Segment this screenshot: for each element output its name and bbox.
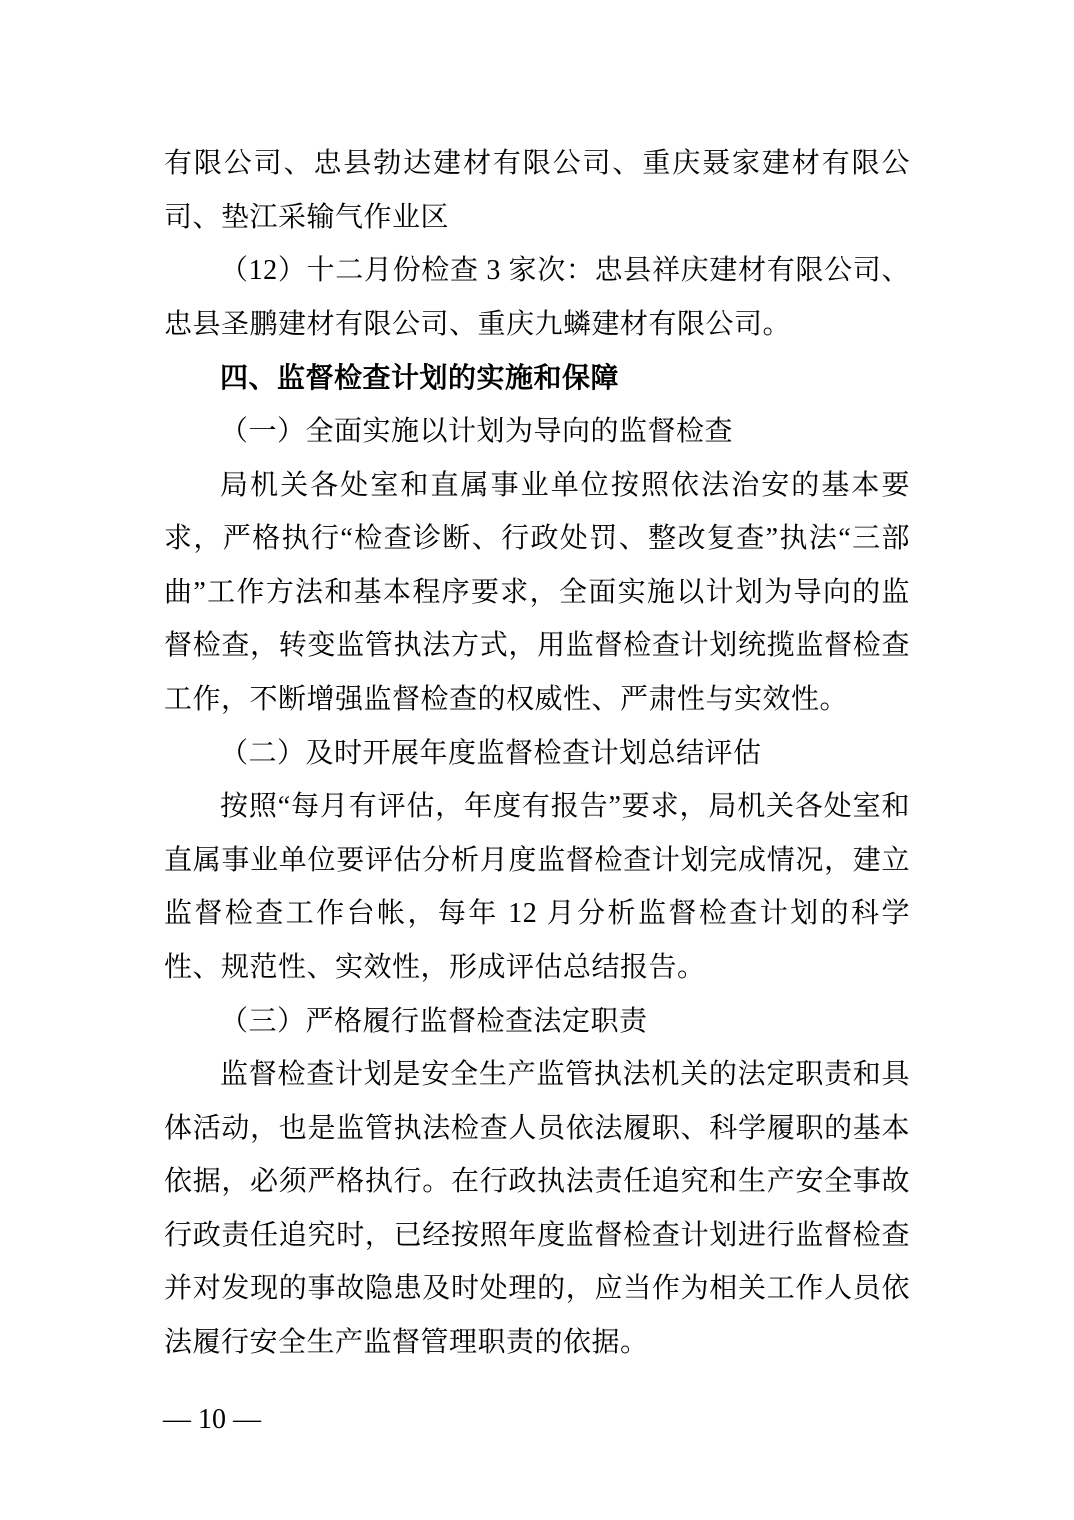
page-number: — 10 —	[163, 1404, 261, 1435]
paragraph-subsection-three-body: 监督检查计划是安全生产监管执法机关的法定职责和具体活动，也是监管执法检查人员依法履职、科学履职的基本依据，必须严格执行。在行政执法责任追究和生产安全事故行政责任追究时，已经按照年度监督检查计划进行监督检查并对发现的事故隐患及时处理的，应当作为相关工作人员依法履行安全生产监督管理职责的依据。	[164, 1059, 910, 1359]
paragraph-subsection-two-body: 按照“每月有评估，年度有报告”要求，局机关各处室和直属事业单位要评估分析月度监督检查计划完成情况，建立监督检查工作台帐，每年 12 月分析监督检查计划的科学性、规范性、实效性，形成评估总结报告。	[164, 791, 910, 983]
paragraph-continuation: 有限公司、忠县勃达建材有限公司、重庆聂家建材有限公司、垫江采输气作业区	[164, 148, 910, 233]
subheading-three: （三）严格履行监督检查法定职责	[220, 1005, 648, 1037]
paragraph-subsection-one-body: 局机关各处室和直属事业单位按照依法治安的基本要求，严格执行“检查诊断、行政处罚、整改复查”执法“三部曲”工作方法和基本程序要求，全面实施以计划为导向的监督检查，转变监管执法方式，用监督检查计划统揽监督检查工作，不断增强监督检查的权威性、严肃性与实效性。	[164, 469, 910, 715]
document-body	[164, 137, 910, 1370]
section-heading-four: 四、监督检查计划的实施和保障	[220, 362, 620, 394]
subheading-two: （二）及时开展年度监督检查计划总结评估	[220, 737, 762, 769]
subheading-one: （一）全面实施以计划为导向的监督检查	[220, 415, 734, 447]
paragraph-december-inspections: （12）十二月份检查 3 家次：忠县祥庆建材有限公司、忠县圣鹏建材有限公司、重庆九䗲建材有限公司。	[164, 255, 910, 340]
